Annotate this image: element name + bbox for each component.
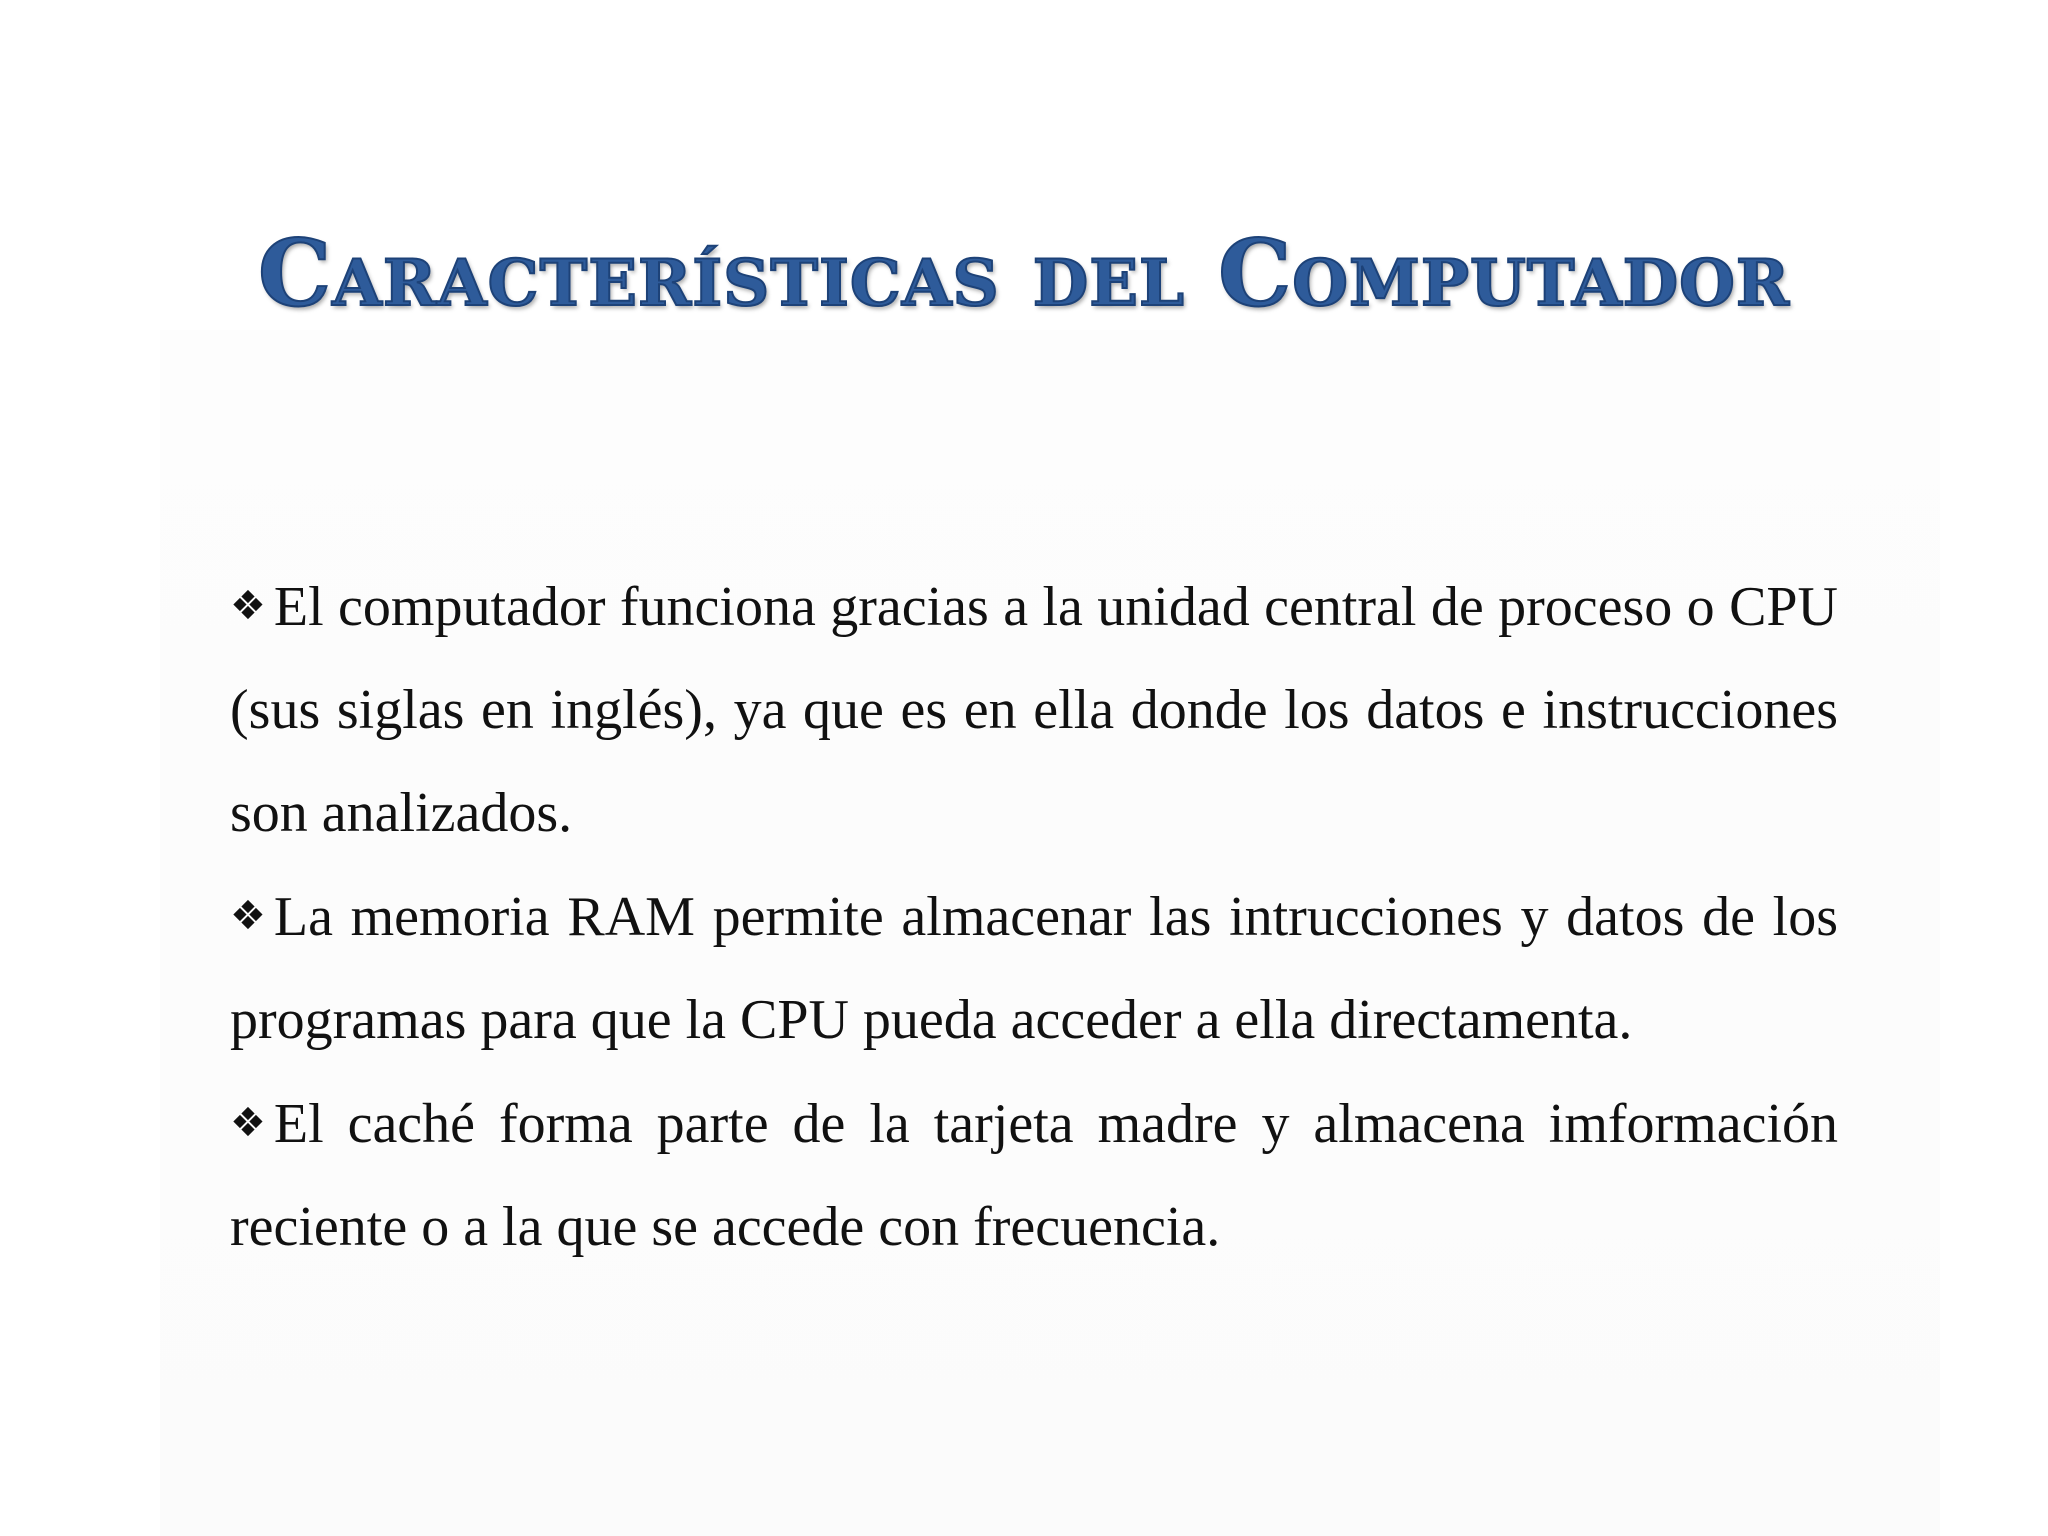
bullet-text-cache: El caché forma parte de la tarjeta madre y almacena imformación reciente o a la que se accede con frecuencia. (230, 1093, 1838, 1258)
bullet-item-ram (230, 865, 1838, 1072)
diamond-star-icon: ❖ (230, 1100, 266, 1146)
slide-title: Características del Computador (257, 219, 1791, 327)
bullet-list (230, 555, 1838, 1279)
bullet-text-ram: La memoria RAM permite almacenar las intrucciones y datos de los programas para que la CPU pueda acceder a ella directamenta. (230, 886, 1838, 1051)
bullet-item-cpu (230, 555, 1838, 865)
bullet-text-cpu: El computador funciona gracias a la unidad central de proceso o CPU (sus siglas en inglés), ya que es en ella donde los datos e instrucciones son analizados. (230, 576, 1838, 844)
bullet-item-cache (230, 1072, 1838, 1279)
diamond-star-icon: ❖ (230, 893, 266, 939)
diamond-star-icon: ❖ (230, 583, 266, 629)
